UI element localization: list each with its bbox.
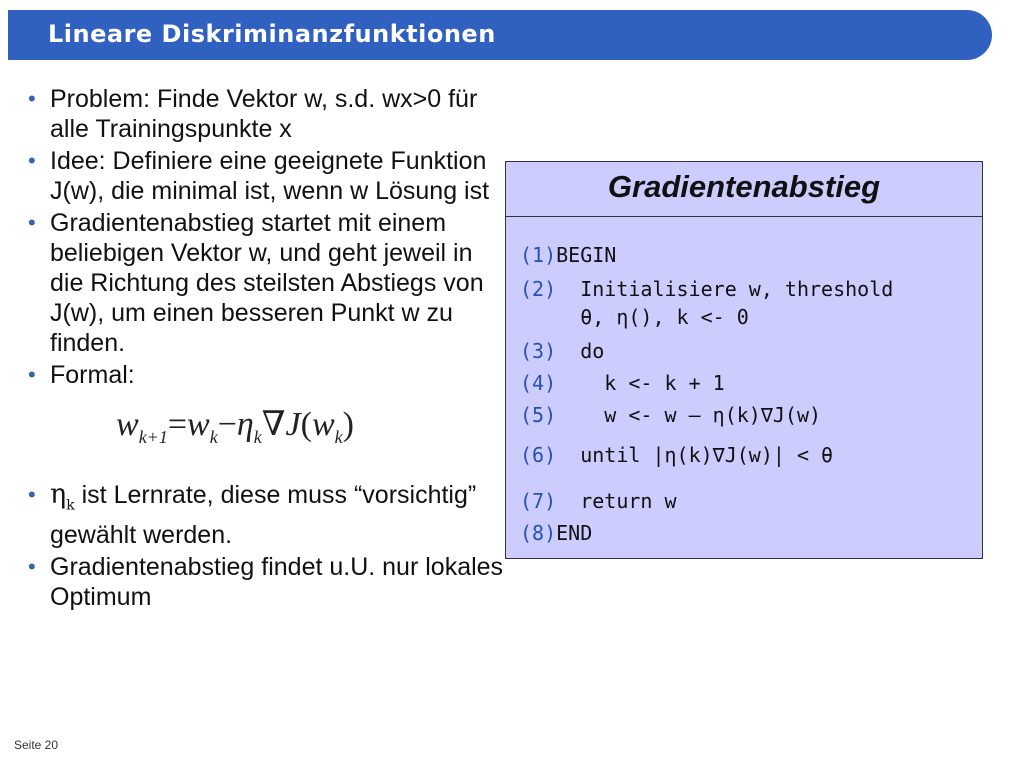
algorithm-title: Gradientenabstieg <box>506 162 982 217</box>
code-line: (5) w <- w – η(k)∇J(w) <box>520 403 822 427</box>
bullet-formal <box>26 360 506 390</box>
bullet-text: Idee: Definiere eine geeignete Funktion J(w), die minimal ist, wenn w Lösung ist <box>50 147 490 205</box>
bullet-text: ist Lernrate, diese muss “vorsichtig” gewählt werden. <box>50 481 477 550</box>
bullet-gradient-descent <box>26 208 506 358</box>
slide-title: Lineare Diskriminanzfunktionen <box>48 20 496 48</box>
code-line: (4) k <- k + 1 <box>520 371 725 395</box>
update-formula <box>26 396 506 466</box>
code-line: (6) until |η(k)∇J(w)| < θ <box>520 443 834 467</box>
code-line: (7) return w <box>520 489 677 513</box>
code-line: (1)BEGIN <box>520 243 617 267</box>
algorithm-box <box>505 161 983 559</box>
bullet-dot-icon: • <box>28 210 36 235</box>
formula-text: $w_{k+1}=w_k-\eta_k\nabla J(w_k)$ <box>116 406 354 447</box>
bullet-text: Gradientenabstieg findet u.U. nur lokales Optimum <box>50 553 504 612</box>
code-line: (2) Initialisiere w, threshold <box>520 277 894 301</box>
bullet-text: Problem: Finde Vektor w, s.d. wx>0 für alle Trainingspunkte x <box>50 85 478 143</box>
bullet-list <box>26 84 506 614</box>
code-line: θ, η(), k <- 0 <box>520 305 749 329</box>
bullet-local-optimum <box>26 552 506 612</box>
bullet-dot-icon: • <box>28 148 36 173</box>
bullet-text: Formal: <box>50 361 135 389</box>
eta-symbol: $\eta_k$ <box>50 479 75 514</box>
bullet-text: Gradientenabstieg startet mit einem beliebigen Vektor w, und geht jeweil in die Richtung des steilsten Abstiegs von J(w), um einen besseren Punkt w zu finden. <box>50 209 484 357</box>
bullet-problem <box>26 84 506 144</box>
bullet-dot-icon: • <box>28 482 36 507</box>
page-number: Seite 20 <box>14 738 59 752</box>
bullet-idea <box>26 146 506 206</box>
bullet-dot-icon: • <box>28 86 36 111</box>
bullet-dot-icon: • <box>28 554 36 580</box>
code-line: (3) do <box>520 339 605 363</box>
bullet-learning-rate <box>26 480 506 550</box>
bullet-dot-icon: • <box>28 362 36 387</box>
code-line: (8)END <box>520 521 593 545</box>
